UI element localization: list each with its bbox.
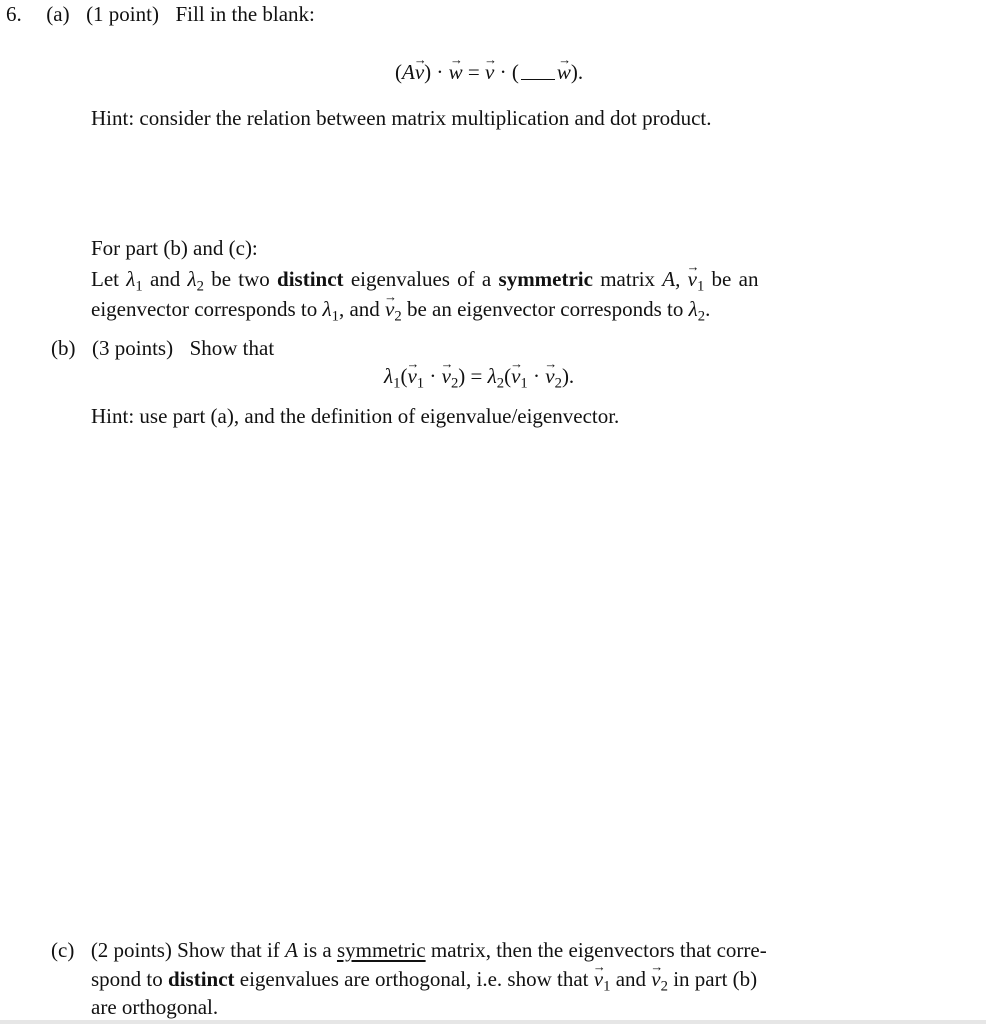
- symmetric-underlined: symmetric: [336, 938, 426, 962]
- question-number: 6.: [6, 2, 22, 26]
- part-b-label: (b): [51, 336, 76, 360]
- intro-line-1: Let $\lambda_1$ and $\lambda_2$ be two distinct eigenvalues of a symmetric matrix A, → $v_1$ be an: [91, 267, 758, 295]
- part-b-header: [51, 336, 274, 361]
- part-b-hint: Hint: use part (a), and the definition of eigenvalue/eigenvector.: [91, 404, 620, 428]
- distinct-emphasis-c: distinct: [168, 967, 235, 991]
- part-b-prompt: Show that: [189, 336, 275, 360]
- part-a-prompt: Fill in the blank:: [175, 2, 315, 26]
- fill-blank: [521, 60, 555, 80]
- part-b-equation: $\lambda_1(\to v_1$ · → $v_2) = \lambda_2(\to v_1$ · → $v_2$).: [384, 364, 574, 392]
- symmetric-emphasis: symmetric: [498, 267, 593, 291]
- part-c-line-3: are orthogonal.: [91, 995, 219, 1019]
- part-c-label: (c): [51, 938, 75, 962]
- part-a-label: (a): [46, 2, 70, 26]
- intro-line-2: eigenvector corresponds to $\lambda_1$, and → $v_2$ be an eigenvector corresponds to $\lambda_2$.: [91, 297, 710, 325]
- part-c-points: (2 points): [90, 938, 172, 962]
- part-a-equation: (A→ v) · → w = → v · (→ w).: [395, 60, 583, 85]
- part-a-hint: Hint: consider the relation between matrix multiplication and dot product.: [91, 106, 712, 130]
- part-c-line-1: (c) (2 points) Show that if A is a symmetric matrix, then the eigenvectors that corre-: [51, 938, 767, 962]
- part-c-line-2: spond to distinct eigenvalues are orthogonal, i.e. show that → $v_1$ and → $v_2$ in part (b): [91, 967, 757, 995]
- part-b-points: (3 points): [92, 336, 174, 360]
- part-a-points: (1 point): [86, 2, 159, 26]
- question-header: [6, 2, 315, 27]
- intro-heading: For part (b) and (c):: [91, 236, 258, 260]
- page-bottom-edge: [0, 1020, 986, 1024]
- distinct-emphasis: distinct: [277, 267, 344, 291]
